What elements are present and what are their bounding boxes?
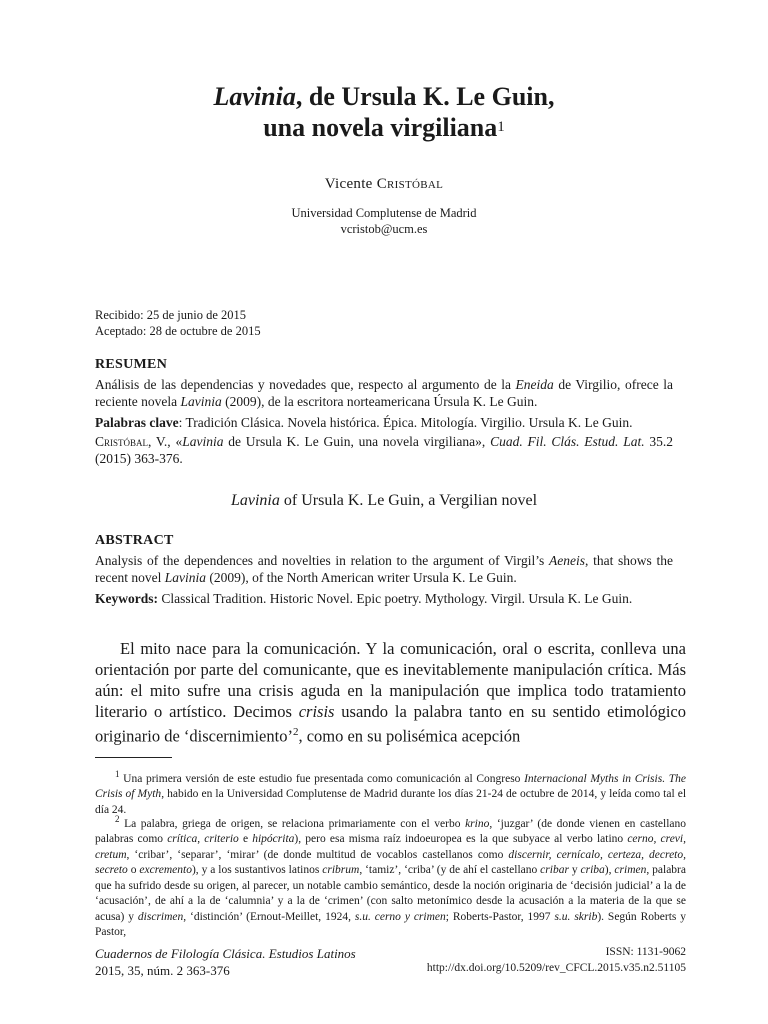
abstract-text: Analysis of the dependences and novelties in relation to the argument of Virgil’s Aeneis, that shows the recent novel Lavinia (2009), of the North American writer Ursula K. Le Guin. <box>95 553 673 585</box>
footnote-2: $^2$ La palabra, griega de origen, se relaciona primariamente con el verbo krino, ‘juzgar’ (de donde vienen en castellano palabras como crítica, criterio e hipócrita), pero esa misma raíz indoeuropea es la que subyace al verbo latino cerno, crevi, cretum, ‘cribar’, ‘separar’, ‘mirar’ (de donde multitud de vocablos castellanos como discernir, cernícalo, certeza, decreto, secreto o excremento), y a los sustantivos latinos cribrum, ‘tamiz’, ‘criba’ (y de ahí el castellano cribar y criba), crimen, palabra que ha sufrido desde su origen, al parecer, un notable cambio semántico, desde la noción originaria de ‘decisión judicial’ a la de ‘acusación’, de ahí a la de ‘calumnia’ y a la de ‘crimen’ (con salto metonímico desde la acusación a la materia de la que se acusa) y discrimen, ‘distinción’ (Ernout-Meillet, 1924, s.u. cerno y crimen; Roberts-Pastor, 1997 s.u. skrib). Según Roberts y Pastor, <box>95 814 687 939</box>
accepted-date: Aceptado: 28 de octubre de 2015 <box>95 324 261 338</box>
footnote-divider <box>95 757 172 758</box>
author-name: Vicente Cristóbal <box>324 176 444 192</box>
journal-issue: 2015, 35, núm. 2 363-376 <box>95 963 230 978</box>
doi-link[interactable]: http://dx.doi.org/10.5209/rev_CFCL.2015.v35.n2.51105 <box>426 962 686 974</box>
affiliation: Universidad Complutense de Madrid <box>291 206 477 220</box>
keywords: Keywords: Classical Tradition. Historic Novel. Epic poetry. Mythology. Virgil. Ursula K. Le Guin. <box>95 591 633 606</box>
author-email[interactable]: vcristob@ucm.es <box>340 222 428 236</box>
journal-name: Cuadernos de Filología Clásica. Estudios Latinos <box>95 946 356 961</box>
footnote-ref-2[interactable]: 2 <box>292 726 299 738</box>
citation: Cristóbal, V., «Lavinia de Ursula K. Le Guin, una novela virgiliana», Cuad. Fil. Clás. Estud. Lat. 35.2 (2015) 363-376. <box>95 434 674 466</box>
issn: ISSN: 1131-9062 <box>605 946 686 958</box>
palabras-clave: Palabras clave: Tradición Clásica. Novela histórica. Épica. Mitología. Virgilio. Ursula K. Le Guin. <box>95 415 633 430</box>
resumen-text: Análisis de las dependencias y novedades que, respecto al argumento de la Eneida de Virgilio, ofrece la reciente novela Lavinia (2009), de la escritora norteamericana Úrsula K. Le Guin. <box>95 377 673 409</box>
article-title-line-1: Lavinia, de Ursula K. Le Guin, <box>213 82 555 111</box>
abstract-heading: ABSTRACT <box>95 533 174 548</box>
received-date: Recibido: 25 de junio de 2015 <box>95 308 247 322</box>
footnote-ref-1[interactable]: 1 <box>497 119 505 135</box>
body-paragraph: El mito nace para la comunicación. Y la comunicación, oral o escrita, conlleva una orientación por parte del comunicante, que es inevitablemente manipulación crítica. Más aún: el mito sufre una crisis aguda en la manipulación que implica todo tratamiento literario o artístico. Decimos crisis usando la palabra tanto en su sentido etimológico originario de ‘discernimiento’$^2$, como en su polisémica acepción <box>95 639 686 746</box>
footnote-1: $^1$ Una primera versión de este estudio fue presentada como comunicación al Congreso Internacional Myths in Crisis. The Crisis of Myth, habido en la Universidad Complutense de Madrid durante los días 21-24 de octubre de 2014, y leída como tal el día 24. <box>95 769 687 816</box>
english-title: Lavinia of Ursula K. Le Guin, a Vergilian novel <box>230 492 538 509</box>
resumen-heading: RESUMEN <box>95 357 168 372</box>
article-title-line-2: una novela virgiliana$^1$ <box>263 113 505 142</box>
